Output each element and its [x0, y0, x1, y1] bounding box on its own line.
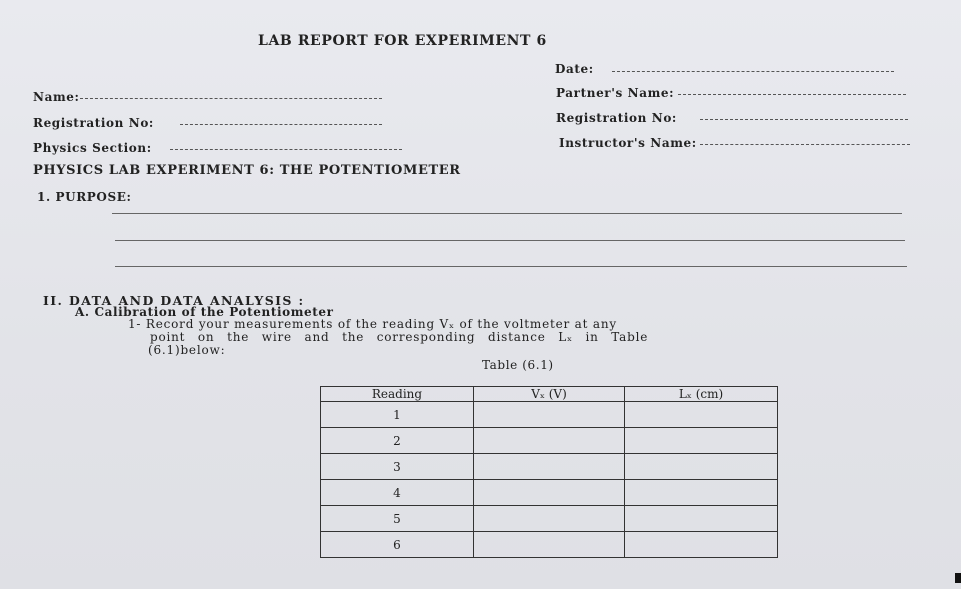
voltage-cell[interactable]	[474, 428, 625, 454]
instruction-line-3: (6.1)below:	[148, 343, 226, 357]
column-header-voltage: Vₓ (V)	[474, 387, 625, 402]
date-label: Date:	[555, 62, 594, 76]
instructor-name-label: Instructor's Name:	[559, 136, 697, 150]
table-row	[321, 480, 778, 506]
registration-label: Registration No:	[33, 116, 154, 130]
physics-section-label: Physics Section:	[33, 141, 152, 155]
edge-mark	[955, 573, 961, 583]
length-cell[interactable]	[625, 454, 778, 480]
purpose-heading: 1. PURPOSE:	[37, 190, 132, 204]
date-field[interactable]	[612, 71, 894, 72]
voltage-cell[interactable]	[474, 454, 625, 480]
instructor-name-field[interactable]	[700, 144, 910, 145]
reading-cell: 2	[321, 428, 474, 454]
length-cell[interactable]	[625, 428, 778, 454]
purpose-line-3[interactable]	[115, 266, 907, 267]
table-row	[321, 506, 778, 532]
experiment-title: PHYSICS LAB EXPERIMENT 6: THE POTENTIOMETER	[33, 163, 461, 178]
section-subheading: A. Calibration of the Potentiometer	[75, 305, 334, 319]
voltage-cell[interactable]	[474, 506, 625, 532]
reading-cell: 6	[321, 532, 474, 558]
table-row	[321, 428, 778, 454]
reading-cell: 4	[321, 480, 474, 506]
voltage-cell[interactable]	[474, 480, 625, 506]
measurement-table	[320, 386, 778, 558]
reading-cell: 3	[321, 454, 474, 480]
partner-registration-field[interactable]	[700, 119, 908, 120]
section-heading: II. DATA AND DATA ANALYSIS :	[43, 293, 305, 308]
page-title: LAB REPORT FOR EXPERIMENT 6	[258, 33, 547, 49]
table-row	[321, 454, 778, 480]
table-row	[321, 532, 778, 558]
instruction-line-2: point on the wire and the corresponding distance Lₓ in Table	[150, 330, 649, 344]
partner-name-label: Partner's Name:	[556, 86, 675, 100]
table-header-row	[321, 387, 778, 402]
purpose-line-2[interactable]	[115, 240, 905, 241]
column-header-length: Lₓ (cm)	[625, 387, 778, 402]
physics-section-field[interactable]	[170, 149, 402, 150]
voltage-cell[interactable]	[474, 532, 625, 558]
reading-cell: 1	[321, 402, 474, 428]
table-caption: Table (6.1)	[482, 358, 554, 372]
voltage-cell[interactable]	[474, 402, 625, 428]
instruction-line-1: 1- Record your measurements of the reading Vₓ of the voltmeter at any	[128, 317, 617, 331]
name-label: Name:	[33, 90, 80, 104]
reading-cell: 5	[321, 506, 474, 532]
column-header-reading: Reading	[321, 387, 474, 402]
length-cell[interactable]	[625, 402, 778, 428]
partner-registration-label: Registration No:	[556, 111, 677, 125]
length-cell[interactable]	[625, 480, 778, 506]
length-cell[interactable]	[625, 532, 778, 558]
registration-field[interactable]	[180, 124, 382, 125]
partner-name-field[interactable]	[678, 94, 906, 95]
table-row	[321, 402, 778, 428]
purpose-line-1[interactable]	[112, 213, 902, 214]
name-field[interactable]	[80, 98, 382, 99]
length-cell[interactable]	[625, 506, 778, 532]
